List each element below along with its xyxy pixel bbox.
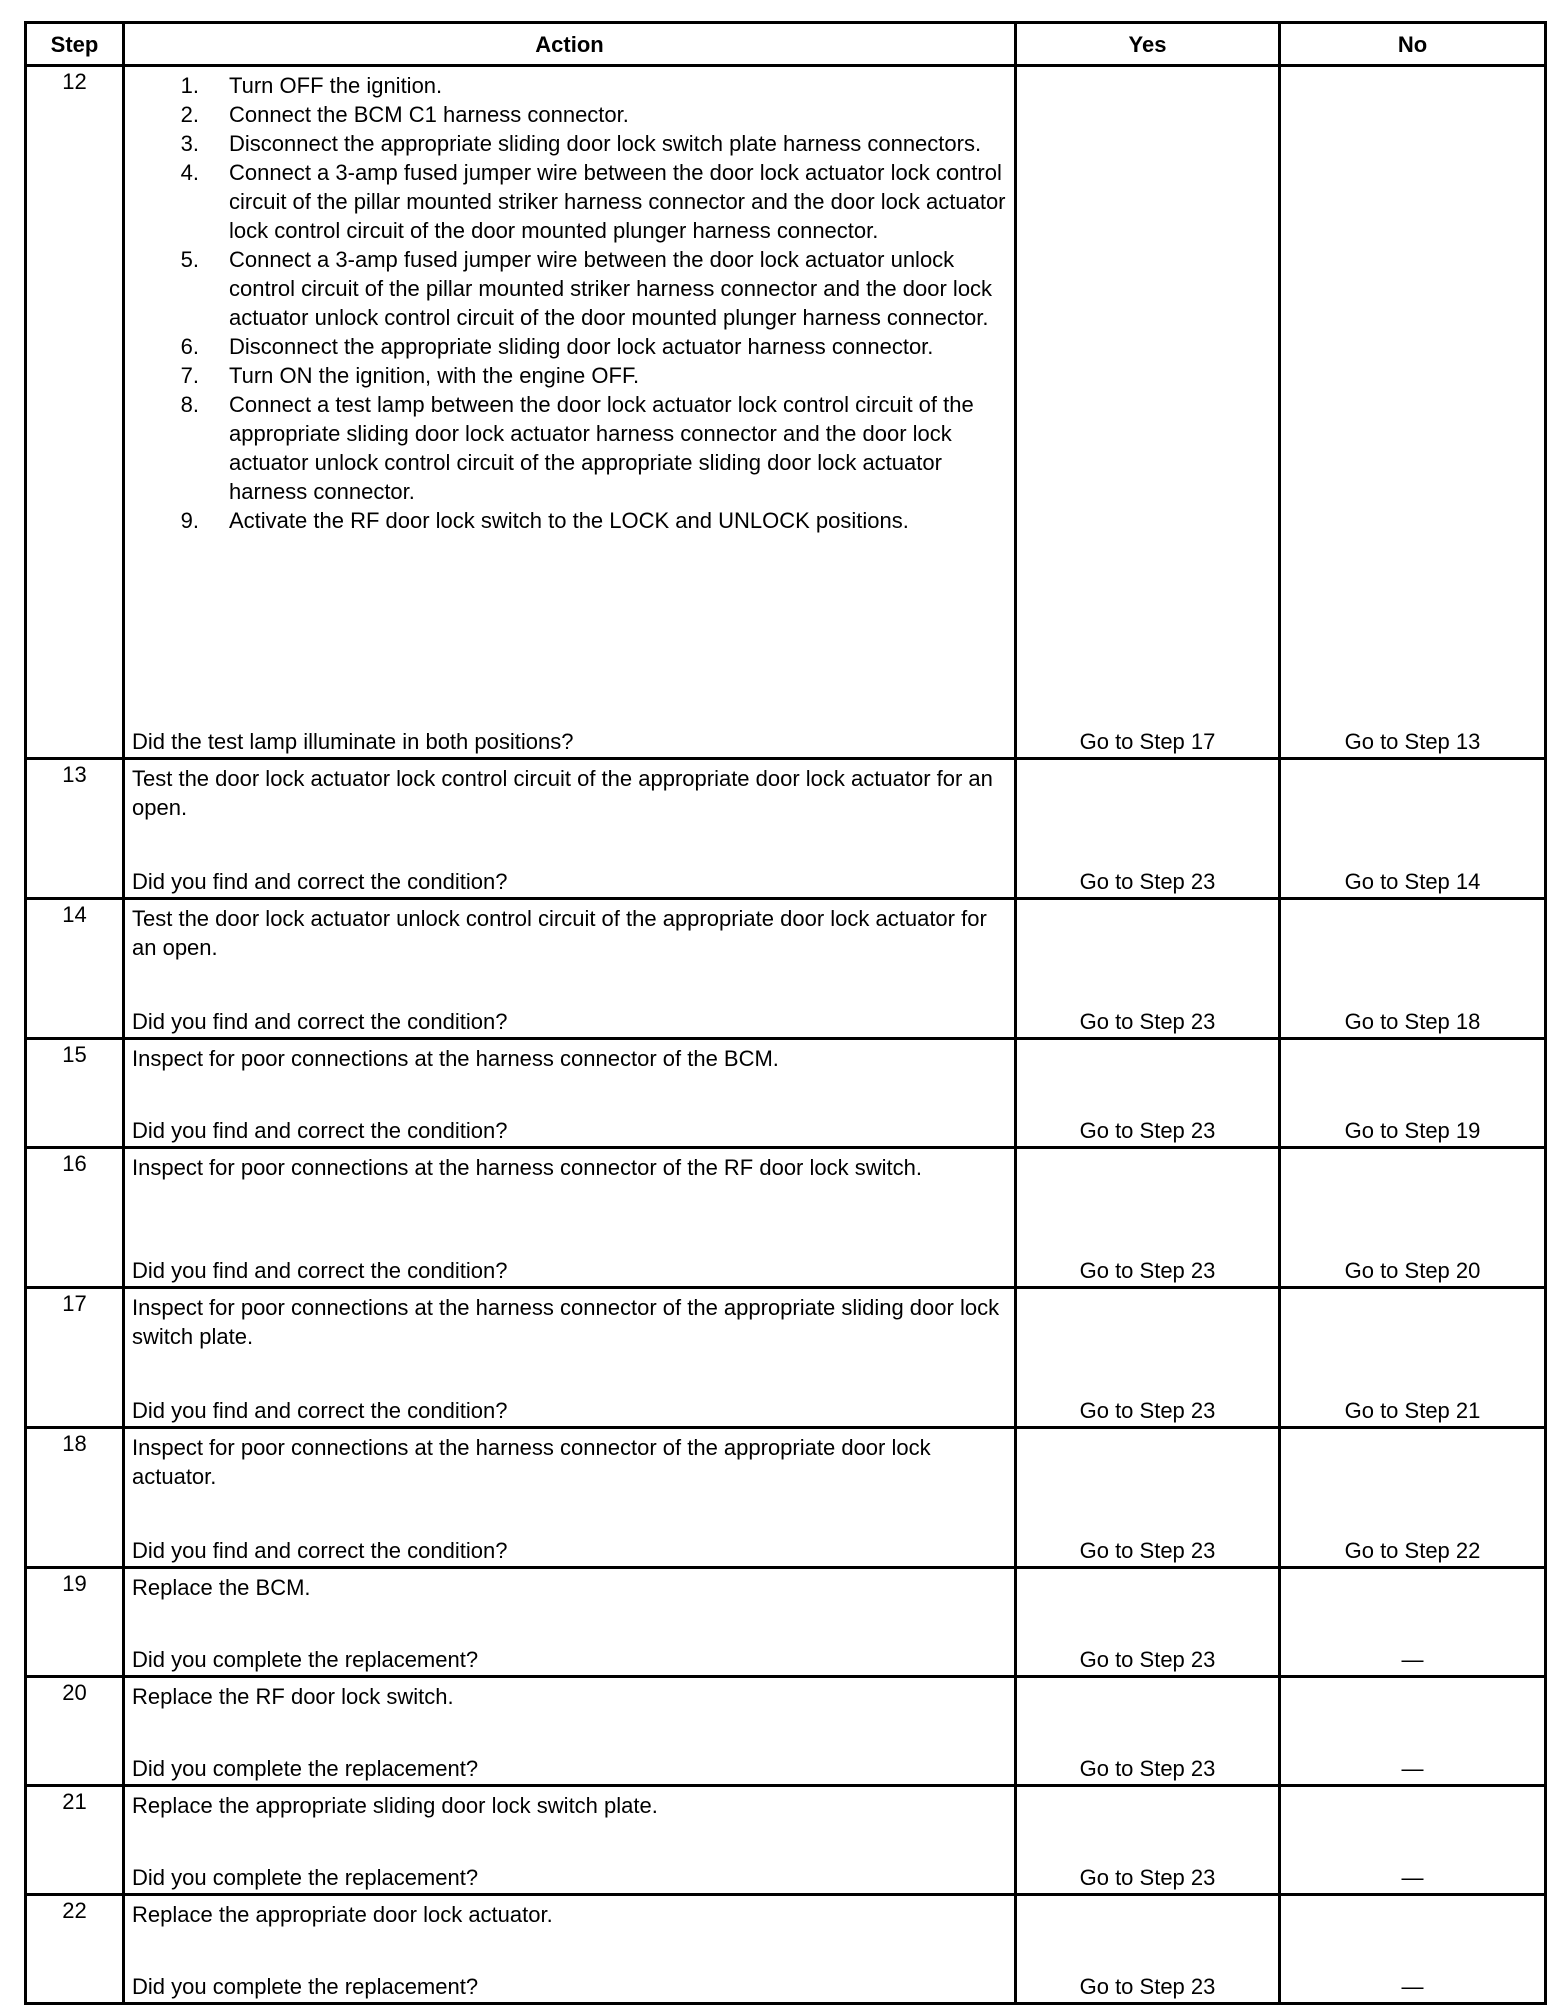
no-answer: — [1401,1647,1424,1672]
action-text: Inspect for poor connections at the harness connector of the appropriate sliding door lock switch plate. [132,1295,1000,1349]
yes-cell [1016,1148,1280,1288]
substep-number: 7. [180,363,199,388]
diagnostic-table [24,21,1547,2005]
action-text: Inspect for poor connections at the harness connector of the RF door lock switch. [132,1155,922,1180]
question-text: Did you complete the replacement? [132,1865,479,1890]
action-cell [124,1148,1016,1288]
no-cell [1280,899,1546,1039]
action-cell [124,1895,1016,2004]
substep-text: Disconnect the appropriate sliding door lock actuator harness connector. [229,334,934,359]
action-text: Test the door lock actuator unlock control circuit of the appropriate door lock actuator for an open. [132,906,987,960]
substep-number: 6. [180,334,199,359]
action-text: Replace the RF door lock switch. [132,1684,454,1709]
yes-answer: Go to Step 23 [1079,1538,1216,1563]
no-cell [1280,1148,1546,1288]
question-text: Did the test lamp illuminate in both positions? [132,729,574,754]
no-answer: Go to Step 14 [1344,869,1481,894]
yes-cell [1016,1039,1280,1148]
action-cell [124,66,1016,759]
yes-cell [1016,1895,1280,2004]
question-text: Did you complete the replacement? [132,1756,479,1781]
substep-item [132,245,1006,332]
substep-number: 2. [180,102,199,127]
step-number: 16 [26,1148,124,1288]
action-cell [124,1568,1016,1677]
yes-answer: Go to Step 17 [1079,729,1216,754]
substep-text: Connect a test lamp between the door lock actuator lock control circuit of the appropriate sliding door lock actuator harness connector and the door lock actuator unlock control circuit of the appropriate sliding door lock actuator harness connector. [229,392,974,504]
step-number: 13 [26,759,124,899]
header-step: Step [26,23,124,66]
no-cell [1280,759,1546,899]
substep-item [132,129,1006,158]
yes-answer: Go to Step 23 [1079,1865,1216,1890]
yes-answer: Go to Step 23 [1079,869,1216,894]
question-text: Did you find and correct the condition? [132,1118,508,1143]
no-answer: — [1401,1756,1424,1781]
action-text: Inspect for poor connections at the harness connector of the BCM. [132,1046,779,1071]
substep-number: 3. [180,131,199,156]
substep-text: Turn ON the ignition, with the engine OFF. [229,363,640,388]
step-number: 21 [26,1786,124,1895]
yes-answer: Go to Step 23 [1079,1974,1216,1999]
table-row [26,1568,1546,1677]
header-yes: Yes [1016,23,1280,66]
yes-answer: Go to Step 23 [1079,1009,1216,1034]
substep-number: 4. [180,160,199,185]
step-number: 18 [26,1428,124,1568]
yes-cell [1016,1428,1280,1568]
header-row [26,23,1546,66]
substep-text: Connect a 3-amp fused jumper wire between the door lock actuator lock control circuit of the pillar mounted striker harness connector and the door lock actuator lock control circuit of the door mounted plunger harness connector. [229,160,1006,243]
substep-item [132,361,1006,390]
header-action: Action [124,23,1016,66]
action-text: Replace the appropriate door lock actuator. [132,1902,553,1927]
table-row [26,1786,1546,1895]
table-row [26,759,1546,899]
no-answer: Go to Step 21 [1344,1398,1481,1423]
question-text: Did you find and correct the condition? [132,869,508,894]
yes-cell [1016,1568,1280,1677]
substep-item [132,158,1006,245]
action-cell [124,899,1016,1039]
substep-text: Disconnect the appropriate sliding door lock switch plate harness connectors. [229,131,982,156]
question-text: Did you find and correct the condition? [132,1009,508,1034]
step-number: 17 [26,1288,124,1428]
question-text: Did you find and correct the condition? [132,1398,508,1423]
no-answer: — [1401,1865,1424,1890]
action-cell [124,759,1016,899]
no-answer: Go to Step 18 [1344,1009,1481,1034]
yes-answer: Go to Step 23 [1079,1398,1216,1423]
table-row [26,899,1546,1039]
action-cell [124,1677,1016,1786]
substep-number: 5. [180,247,199,272]
yes-answer: Go to Step 23 [1079,1756,1216,1781]
table-row [26,1428,1546,1568]
no-cell [1280,66,1546,759]
table-row [26,1039,1546,1148]
yes-cell [1016,899,1280,1039]
action-text: Replace the appropriate sliding door lock switch plate. [132,1793,658,1818]
substep-text: Activate the RF door lock switch to the LOCK and UNLOCK positions. [229,508,909,533]
no-cell [1280,1428,1546,1568]
yes-cell [1016,66,1280,759]
no-answer: Go to Step 22 [1344,1538,1481,1563]
table-row [26,1895,1546,2004]
yes-cell [1016,1786,1280,1895]
no-answer: Go to Step 20 [1344,1258,1481,1283]
no-cell [1280,1288,1546,1428]
substep-number: 8. [180,392,199,417]
no-answer: Go to Step 13 [1344,729,1481,754]
step-number: 19 [26,1568,124,1677]
substep-item [132,506,1006,535]
no-answer: — [1401,1974,1424,1999]
action-text: Test the door lock actuator lock control circuit of the appropriate door lock actuator for an open. [132,766,993,820]
action-cell [124,1039,1016,1148]
action-cell [124,1288,1016,1428]
step-number: 12 [26,66,124,759]
table-row [26,1148,1546,1288]
no-cell [1280,1677,1546,1786]
action-text: Inspect for poor connections at the harness connector of the appropriate door lock actuator. [132,1435,931,1489]
question-text: Did you complete the replacement? [132,1974,479,1999]
no-answer: Go to Step 19 [1344,1118,1481,1143]
step-number: 20 [26,1677,124,1786]
substep-text: Turn OFF the ignition. [229,73,443,98]
yes-answer: Go to Step 23 [1079,1647,1216,1672]
action-cell [124,1428,1016,1568]
substep-item [132,100,1006,129]
substep-item [132,390,1006,506]
no-cell [1280,1568,1546,1677]
no-cell [1280,1786,1546,1895]
question-text: Did you find and correct the condition? [132,1258,508,1283]
action-cell [124,1786,1016,1895]
table-row [26,1288,1546,1428]
table-row [26,66,1546,759]
yes-cell [1016,759,1280,899]
header-no: No [1280,23,1546,66]
substep-number: 9. [180,508,199,533]
yes-cell [1016,1288,1280,1428]
substep-list [132,71,1006,535]
step-number: 14 [26,899,124,1039]
yes-answer: Go to Step 23 [1079,1258,1216,1283]
yes-cell [1016,1677,1280,1786]
question-text: Did you find and correct the condition? [132,1538,508,1563]
substep-number: 1. [180,73,199,98]
question-text: Did you complete the replacement? [132,1647,479,1672]
no-cell [1280,1895,1546,2004]
yes-answer: Go to Step 23 [1079,1118,1216,1143]
step-number: 15 [26,1039,124,1148]
table-row [26,1677,1546,1786]
substep-item [132,332,1006,361]
substep-text: Connect the BCM C1 harness connector. [229,102,629,127]
substep-item [132,71,1006,100]
action-text: Replace the BCM. [132,1575,311,1600]
step-number: 22 [26,1895,124,2004]
substep-text: Connect a 3-amp fused jumper wire between the door lock actuator unlock control circuit of the pillar mounted striker harness connector and the door lock actuator unlock control circuit of the door mounted plunger harness connector. [229,247,993,330]
no-cell [1280,1039,1546,1148]
